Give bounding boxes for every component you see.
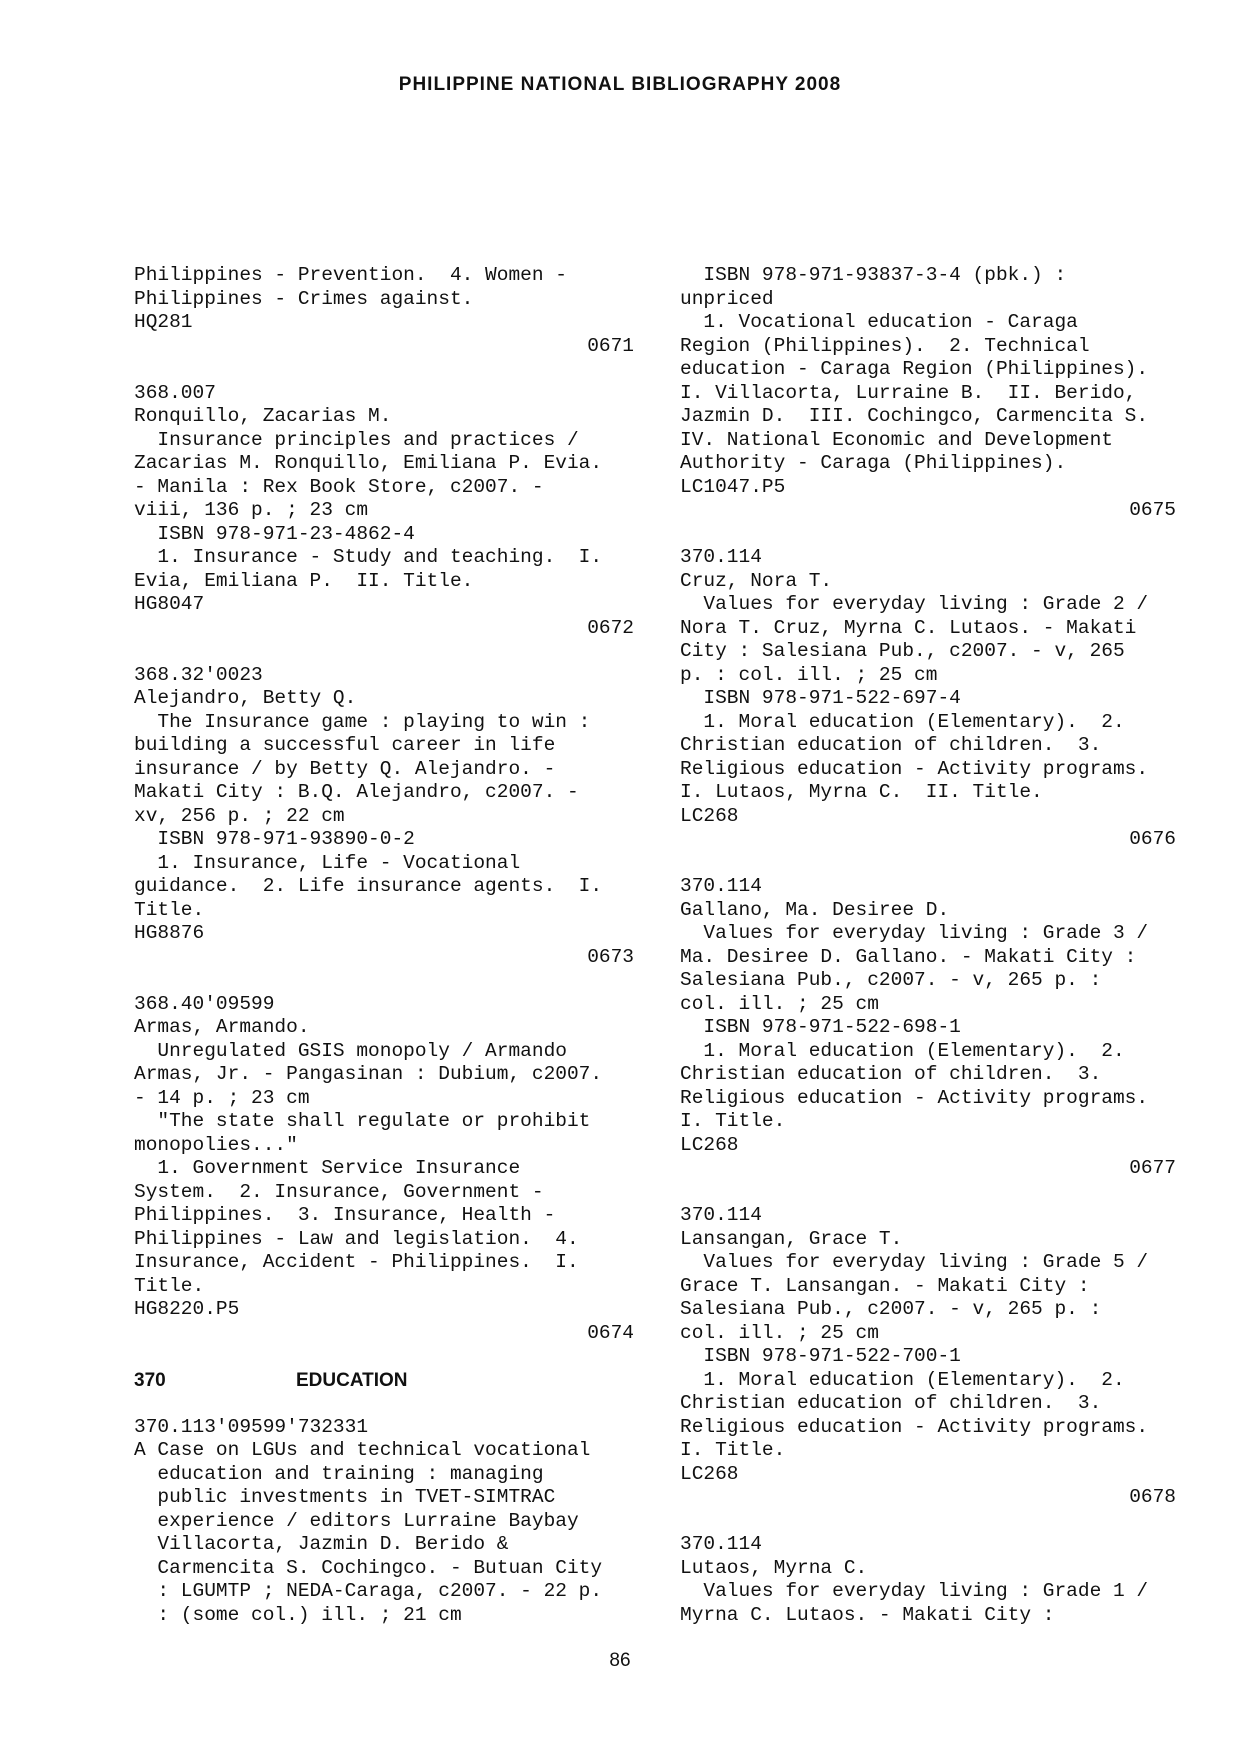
entry-line: Salesiana Pub., c2007. - v, 265 p. : xyxy=(680,1298,1102,1320)
entry-line: 1. Insurance - Study and teaching. I. xyxy=(134,546,603,568)
entry-line: : LGUMTP ; NEDA-Caraga, c2007. - 22 p. xyxy=(134,1580,603,1602)
entry-line: LC268 xyxy=(680,1133,739,1156)
entry-line: Philippines - Law and legislation. 4. xyxy=(134,1227,579,1250)
entry-line: Region (Philippines). 2. Technical xyxy=(680,334,1090,357)
entry-line: experience / editors Lurraine Baybay xyxy=(134,1509,579,1532)
entry-line: Values for everyday living : Grade 3 / xyxy=(680,922,1149,944)
entry-line: viii, 136 p. ; 23 cm xyxy=(134,499,369,521)
entry-line: HG8220.P5 xyxy=(134,1298,240,1320)
entry-line: Values for everyday living : Grade 2 / xyxy=(680,593,1149,615)
entry-line: Ronquillo, Zacarias M. xyxy=(134,405,392,427)
entry-number: 0676 xyxy=(1129,828,1176,850)
entry-line: public investments in TVET-SIMTRAC xyxy=(134,1486,556,1508)
blank-line xyxy=(680,1181,1176,1205)
right-column xyxy=(680,264,1176,1627)
entry-line: Philippines. 3. Insurance, Health - xyxy=(134,1204,556,1226)
entry-line: I. Title. xyxy=(680,1439,786,1461)
entry-line: Gallano, Ma. Desiree D. xyxy=(680,898,950,921)
entry-line: Myrna C. Lutaos. - Makati City : xyxy=(680,1603,1055,1626)
entry-line: 370.114 xyxy=(680,546,762,568)
entry-line: IV. National Economic and Development xyxy=(680,428,1113,451)
entry-line: Unregulated GSIS monopoly / Armando xyxy=(134,1039,567,1062)
entry-line: Insurance, Accident - Philippines. I. xyxy=(134,1251,579,1273)
entry-line: Religious education - Activity programs. xyxy=(680,1415,1149,1438)
entry-line: Religious education - Activity programs. xyxy=(680,1086,1149,1109)
entry-line: Makati City : B.Q. Alejandro, c2007. - xyxy=(134,781,579,803)
section-heading xyxy=(134,1369,634,1393)
entry-line: ISBN 978-971-522-698-1 xyxy=(680,1016,961,1038)
entry-line: City : Salesiana Pub., c2007. - v, 265 xyxy=(680,640,1125,662)
entry-line: - 14 p. ; 23 cm xyxy=(134,1086,310,1109)
entry-line: Zacarias M. Ronquillo, Emiliana P. Evia. xyxy=(134,452,603,474)
blank-line xyxy=(134,1392,634,1416)
entry-line: Evia, Emiliana P. II. Title. xyxy=(134,569,474,592)
entry-line: Villacorta, Jazmin D. Berido & xyxy=(134,1533,509,1555)
entry-line: Alejandro, Betty Q. xyxy=(134,687,357,709)
entry-line: unpriced xyxy=(680,287,774,310)
entry-line: insurance / by Betty Q. Alejandro. - xyxy=(134,757,556,780)
entry-line: Christian education of children. 3. xyxy=(680,734,1102,756)
entry-line: p. : col. ill. ; 25 cm xyxy=(680,663,938,686)
entry-line: Christian education of children. 3. xyxy=(680,1063,1102,1085)
entry-line: guidance. 2. Life insurance agents. I. xyxy=(134,875,603,897)
entry-line: xv, 256 p. ; 22 cm xyxy=(134,804,345,827)
entry-line: I. Title. xyxy=(680,1110,786,1132)
entry-line: 370.114 xyxy=(680,1204,762,1226)
entry-line: Cruz, Nora T. xyxy=(680,569,833,592)
entry-line: - Manila : Rex Book Store, c2007. - xyxy=(134,475,544,498)
entry-line: Philippines - Crimes against. xyxy=(134,287,474,310)
entry-line: Lutaos, Myrna C. xyxy=(680,1556,868,1579)
entry-line: Carmencita S. Cochingco. - Butuan City xyxy=(134,1556,603,1579)
entry-line: LC1047.P5 xyxy=(680,475,786,498)
entry-line: ISBN 978-971-522-697-4 xyxy=(680,687,961,709)
blank-line xyxy=(680,852,1176,876)
entry-line: 370.113'09599'732331 xyxy=(134,1415,369,1438)
entry-line: 368.32'0023 xyxy=(134,663,263,686)
entry-line: Philippines - Prevention. 4. Women - xyxy=(134,264,567,286)
entry-line: building a successful career in life xyxy=(134,734,556,756)
blank-line xyxy=(680,523,1176,547)
entry-line: col. ill. ; 25 cm xyxy=(680,1321,879,1344)
entry-number: 0671 xyxy=(587,334,634,357)
entry-line: HG8047 xyxy=(134,593,205,615)
blank-line xyxy=(134,969,634,993)
blank-line xyxy=(134,640,634,664)
entry-line: : (some col.) ill. ; 21 cm xyxy=(134,1603,462,1626)
entry-line: Authority - Caraga (Philippines). xyxy=(680,452,1067,474)
entry-number: 0675 xyxy=(1129,499,1176,521)
entry-line: HQ281 xyxy=(134,311,193,333)
entry-line: 1. Moral education (Elementary). 2. xyxy=(680,1039,1125,1062)
entry-line: ISBN 978-971-93837-3-4 (pbk.) : xyxy=(680,264,1067,286)
entry-line: Values for everyday living : Grade 1 / xyxy=(680,1580,1149,1602)
entry-line: A Case on LGUs and technical vocational xyxy=(134,1439,591,1461)
page-header: PHILIPPINE NATIONAL BIBLIOGRAPHY 2008 xyxy=(398,74,842,95)
entry-line: 1. Moral education (Elementary). 2. xyxy=(680,1368,1125,1391)
entry-line: System. 2. Insurance, Government - xyxy=(134,1180,544,1203)
section-code: 370 xyxy=(134,1369,166,1391)
entry-line: monopolies..." xyxy=(134,1133,298,1156)
entry-line: 1. Vocational education - Caraga xyxy=(680,311,1078,333)
entry-line: Title. xyxy=(134,1274,205,1297)
entry-line: Title. xyxy=(134,898,205,921)
entry-line: 1. Insurance, Life - Vocational xyxy=(134,851,521,874)
entry-line: I. Villacorta, Lurraine B. II. Berido, xyxy=(680,381,1137,404)
left-column xyxy=(134,264,634,1627)
entry-line: Salesiana Pub., c2007. - v, 265 p. : xyxy=(680,969,1102,991)
entry-line: Grace T. Lansangan. - Makati City : xyxy=(680,1274,1090,1297)
entry-number: 0673 xyxy=(587,945,634,968)
entry-number: 0672 xyxy=(587,616,634,639)
entry-line: Religious education - Activity programs. xyxy=(680,757,1149,780)
blank-line xyxy=(134,1345,634,1369)
entry-line: Ma. Desiree D. Gallano. - Makati City : xyxy=(680,945,1137,968)
entry-line: education - Caraga Region (Philippines). xyxy=(680,358,1149,380)
entry-line: 370.114 xyxy=(680,1533,762,1555)
entry-line: 1. Government Service Insurance xyxy=(134,1157,521,1179)
entry-line: 368.40'09599 xyxy=(134,992,275,1015)
entry-line: 370.114 xyxy=(680,875,762,897)
entry-line: ISBN 978-971-522-700-1 xyxy=(680,1345,961,1367)
entry-number: 0677 xyxy=(1129,1157,1176,1179)
entry-line: Insurance principles and practices / xyxy=(134,428,579,451)
entry-line: Armas, Jr. - Pangasinan : Dubium, c2007. xyxy=(134,1063,603,1085)
blank-line xyxy=(134,358,634,382)
entry-line: Lansangan, Grace T. xyxy=(680,1227,903,1250)
entry-line: Christian education of children. 3. xyxy=(680,1392,1102,1414)
entry-line: ISBN 978-971-93890-0-2 xyxy=(134,828,415,850)
entry-number: 0678 xyxy=(1129,1486,1176,1508)
entry-line: Armas, Armando. xyxy=(134,1016,310,1038)
entry-line: LC268 xyxy=(680,804,739,827)
entry-line: HG8876 xyxy=(134,922,205,944)
entry-line: LC268 xyxy=(680,1462,739,1485)
entry-line: education and training : managing xyxy=(134,1462,544,1485)
section-title: EDUCATION xyxy=(296,1369,408,1391)
entry-line: The Insurance game : playing to win : xyxy=(134,710,591,733)
blank-line xyxy=(680,1510,1176,1534)
entry-line: col. ill. ; 25 cm xyxy=(680,992,879,1015)
entry-number: 0674 xyxy=(587,1321,634,1344)
entry-line: Nora T. Cruz, Myrna C. Lutaos. - Makati xyxy=(680,616,1137,639)
entry-line: ISBN 978-971-23-4862-4 xyxy=(134,522,415,545)
entry-line: Jazmin D. III. Cochingco, Carmencita S. xyxy=(680,405,1149,427)
entry-line: Values for everyday living : Grade 5 / xyxy=(680,1251,1149,1273)
page-number: 86 xyxy=(609,1650,631,1671)
entry-line: "The state shall regulate or prohibit xyxy=(134,1110,591,1132)
entry-line: I. Lutaos, Myrna C. II. Title. xyxy=(680,781,1043,803)
entry-line: 368.007 xyxy=(134,381,216,404)
entry-line: 1. Moral education (Elementary). 2. xyxy=(680,710,1125,733)
